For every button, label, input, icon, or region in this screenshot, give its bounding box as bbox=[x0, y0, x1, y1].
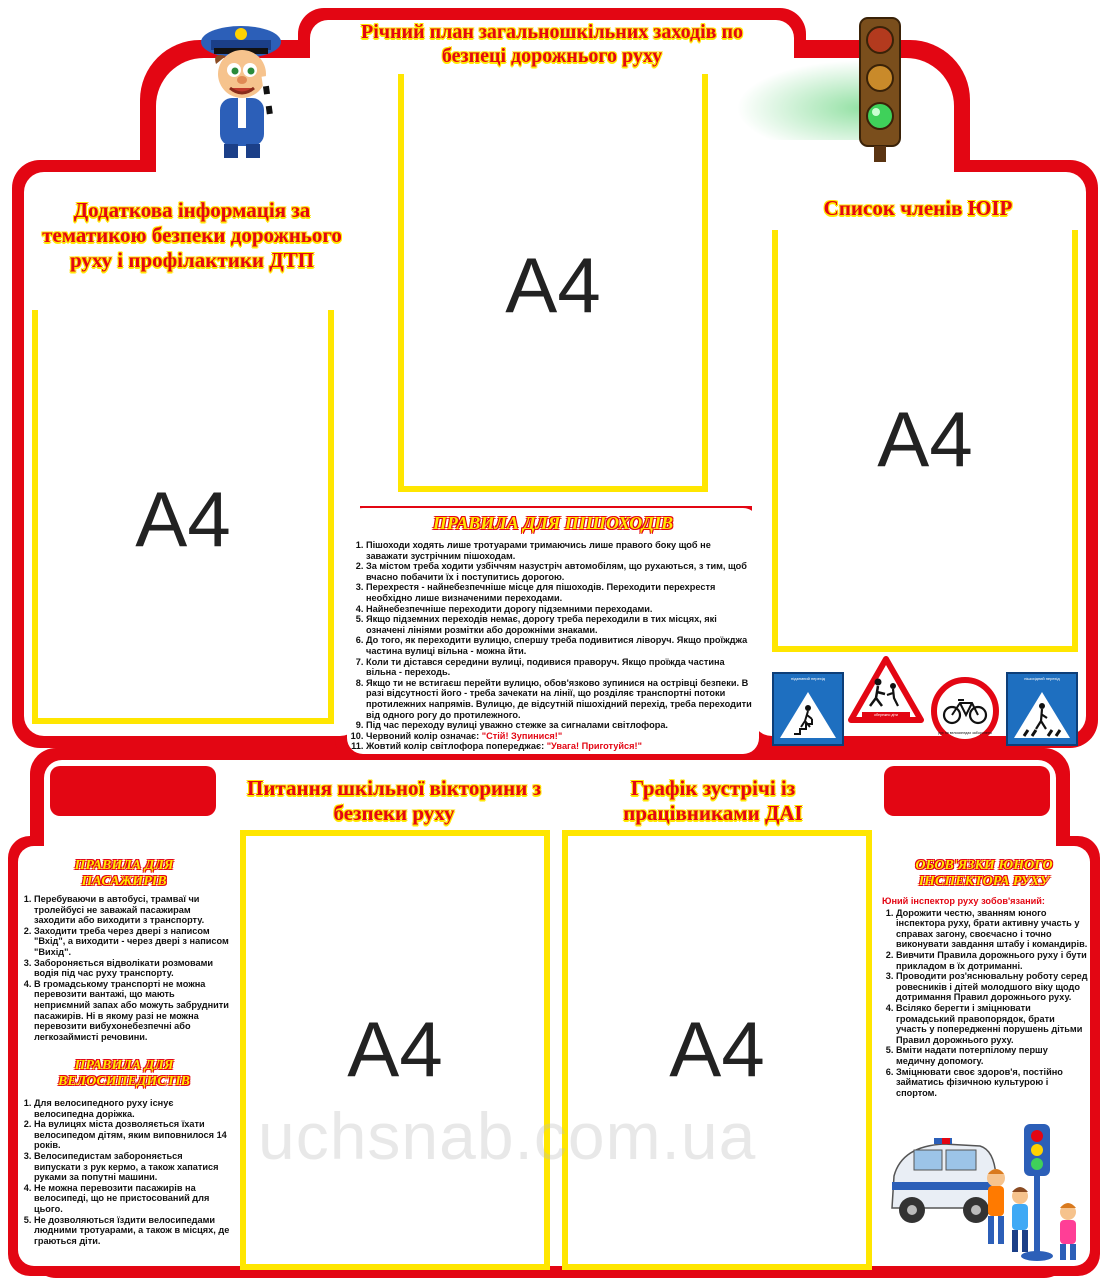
list-item: 5. Вміти надати потерпілому першу медичну допомогу. bbox=[896, 1045, 1088, 1066]
list-item: 7. Коли ти дістався середини вулиці, подивися праворуч. Якщо проїжда частина вільна - переходь. bbox=[366, 657, 752, 678]
a4-label: A4 bbox=[135, 475, 231, 563]
cyclists-title bbox=[22, 1058, 226, 1090]
right-title: Список членів ЮІР bbox=[823, 196, 1013, 220]
list-item: 8. Якщо ти не встигаєш перейти вулицю, обов'язково зупинися на острівці безпеки. В разі відсутності його - треба зачекати на лінії, що розділяє транспортні потоки протилежних напрямів. Вулицю, де відсутній пішохідний перехід, треба переходити від одного рогу до протилежного. bbox=[366, 678, 752, 720]
list-item: 3. Проводити роз'яснювальну роботу серед ровесників і дітей молодшого віку щодо дотримання Правил дорожнього руху. bbox=[896, 971, 1088, 1003]
red-tab-left bbox=[50, 766, 216, 816]
pedestrian-rules bbox=[352, 540, 752, 752]
list-item: 1. Перебуваючи в автобусі, трамваї чи тролейбусі не заважай пасажирам заходити або виходити з транспорту. bbox=[34, 894, 230, 926]
duties-title-line2: ІНСПЕКТОРА РУХУ bbox=[918, 874, 1050, 889]
list-item: 6. До того, як переходити вулицю, спершу треба подивитися ліворуч. Якщо проїжджа частина вулиці вільна - можна йти. bbox=[366, 635, 752, 656]
duties-rules bbox=[882, 896, 1088, 1098]
list-item: 3. Забороняється відволікати розмовами водія під час руху транспорту. bbox=[34, 958, 230, 979]
attention-quote: "Увага! Приготуйся!" bbox=[546, 741, 642, 752]
cyclists-rules bbox=[20, 1098, 230, 1246]
pedestrian-title: ПРАВИЛА ДЛЯ ПІШОХОДІВ bbox=[432, 513, 674, 533]
quiz-title: Питання шкільної вікторини з безпеки руху bbox=[246, 776, 542, 825]
list-item bbox=[366, 731, 752, 742]
duties-title bbox=[882, 858, 1086, 890]
list-item bbox=[366, 741, 752, 752]
cyclists-title-line2: ВЕЛОСИПЕДИСТІВ bbox=[58, 1074, 190, 1089]
list-item: 6. Зміцнювати своє здоров'я, постійно займатись фізичною культурою і спортом. bbox=[896, 1067, 1088, 1099]
passengers-rules bbox=[20, 894, 230, 1042]
stop-quote: "Стій! Зупинися!" bbox=[481, 730, 563, 741]
item-text: Жовтий колір світлофора попереджає: bbox=[366, 741, 547, 752]
sign-caption: обережно діти bbox=[874, 713, 898, 717]
a4-label: A4 bbox=[505, 241, 601, 329]
schedule-pocket bbox=[562, 830, 872, 1270]
list-item: 1. Дорожити честю, званням юного інспектора руху, брати активну участь у справах загону, своєчасно і точно виконувати завдання штабу і командирів. bbox=[896, 908, 1088, 950]
duties-intro: Юний інспектор руху зобов'язаний: bbox=[882, 896, 1045, 906]
traffic-light-icon bbox=[852, 14, 908, 164]
underground-crossing-sign bbox=[772, 672, 844, 746]
list-item: 2. Заходити треба через двері з написом "Вхід", а виходити - через двері з написом "Вихід". bbox=[34, 926, 230, 958]
list-item: 9. Під час переходу вулиці уважно стежке за сигналами світлофора. bbox=[366, 720, 752, 731]
list-item: 2. На вулицях міста дозволяється їхати велосипедом дітям, яким виповнилося 14 років. bbox=[34, 1119, 230, 1151]
watermark: uchsnab.com.ua bbox=[258, 1099, 757, 1173]
police-mascot-icon bbox=[186, 12, 296, 162]
list-item: 4. Не можна перевозити пасажирів на велосипеді, що не пристосований для цього. bbox=[34, 1183, 230, 1215]
right-pocket bbox=[772, 230, 1078, 652]
a4-label: A4 bbox=[669, 1005, 765, 1093]
a4-label: A4 bbox=[347, 1005, 443, 1093]
list-item: 1. Пішоходи ходять лише тротуарами тримаючись лише правого боку щоб не заважати зустрічним пішоходам. bbox=[366, 540, 752, 561]
red-tab-right bbox=[884, 766, 1050, 816]
passengers-title-line1: ПРАВИЛА ДЛЯ bbox=[74, 858, 174, 873]
list-item: 4. Всіляко берегти і зміцнювати громадський правопорядок, брати участь у попередженні порушень дітьми Правил дорожнього руху. bbox=[896, 1003, 1088, 1045]
list-item: 2. Вивчити Правила дорожнього руху і бути прикладом в їх дотриманні. bbox=[896, 950, 1088, 971]
children-warning-sign-icon bbox=[848, 656, 924, 724]
top-title: Річний план загальношкільних заходів по безпеці дорожнього руху bbox=[360, 21, 743, 67]
list-item: 3. Велосипедистам забороняється випускати з рук кермо, а також хапатися руками за попутні машини. bbox=[34, 1151, 230, 1183]
list-item: 4. Найнебезпечніше переходити дорогу підземними переходами. bbox=[366, 604, 752, 615]
list-item: 5. Не дозволяються їздити велосипедами людними тротуарами, а також в місцях, де граються діти. bbox=[34, 1215, 230, 1247]
list-item: 5. Якщо підземних переходів немає, дорогу треба переходили в тих місцях, які означені лініями розмітки або дорожніми знаками. bbox=[366, 614, 752, 635]
list-item: 1. Для велосипедного руху існує велосипедна доріжка. bbox=[34, 1098, 230, 1119]
sign-caption: підземний перехід bbox=[791, 676, 825, 681]
no-bicycles-sign-icon bbox=[930, 676, 1000, 746]
police-car-kids-illustration-icon bbox=[884, 1116, 1084, 1264]
list-item: 3. Перехрестя - найнебезпечніше місце для пішоходів. Переходити перехрестя необхідно лише визначеними переходами. bbox=[366, 582, 752, 603]
a4-label: A4 bbox=[877, 395, 973, 483]
top-center-pocket bbox=[398, 74, 708, 492]
list-item: 4. В громадському транспорті не можна перевозити вантажі, що мають неприємний запах або можуть забруднити пасажирів. Ні в якому разі не можна перевозити вибухонебезпечні або легкозаймисті речовини. bbox=[34, 979, 230, 1043]
pedestrian-stairs-icon bbox=[774, 684, 842, 744]
quiz-pocket bbox=[240, 830, 550, 1270]
list-item: 2. За містом треба ходити узбіччям назустріч автомобілям, що рухаються, з тим, щоб вчасно побачити їх і поступитись дорогою. bbox=[366, 561, 752, 582]
passengers-title-line2: ПАСАЖИРІВ bbox=[81, 874, 167, 889]
duties-title-line1: ОБОВ'ЯЗКИ ЮНОГО bbox=[915, 858, 1053, 873]
left-title: Додаткова інформація за тематикою безпеки дорожнього руху і профілактики ДТП bbox=[42, 198, 342, 272]
schedule-title: Графік зустрічі із працівниками ДАІ bbox=[623, 776, 803, 825]
pedestrian-crossing-icon bbox=[1008, 684, 1076, 744]
passengers-title bbox=[22, 858, 226, 890]
pedestrian-crossing-sign bbox=[1006, 672, 1078, 746]
sign-caption: пішохідний перехід bbox=[1024, 676, 1060, 681]
item-text: Червоний колір означає: bbox=[366, 730, 482, 741]
cyclists-title-line1: ПРАВИЛА ДЛЯ bbox=[74, 1058, 174, 1073]
pedestrian-list bbox=[352, 540, 752, 752]
sign-caption: рух на велосипедах заборонено bbox=[938, 731, 992, 735]
left-pocket bbox=[32, 310, 334, 724]
